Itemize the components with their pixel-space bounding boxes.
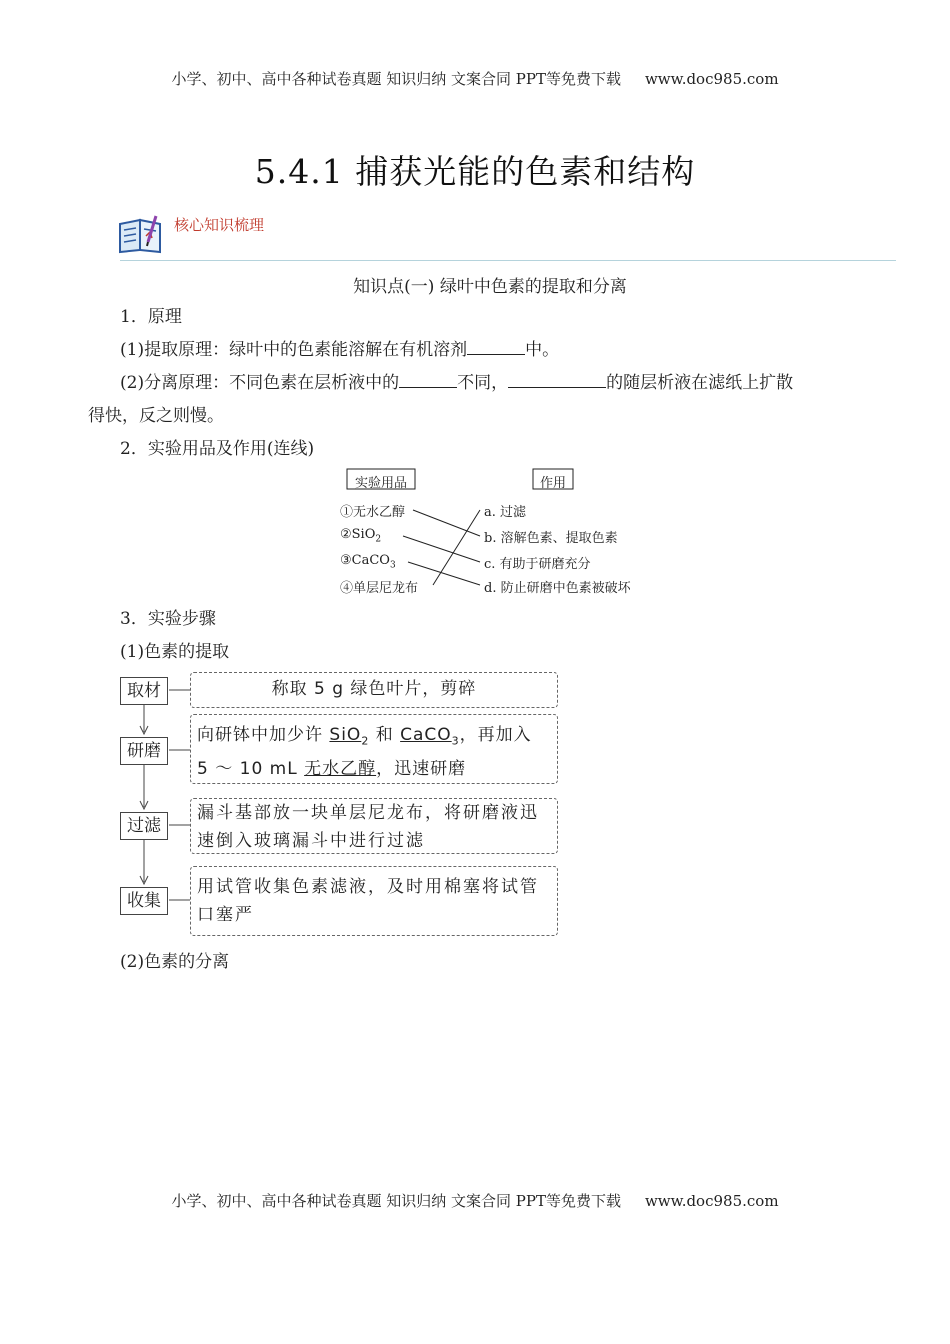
s1-p1-pre: (1)提取原理：绿叶中的色素能溶解在有机溶剂 (120, 340, 468, 360)
extraction-flowchart (116, 670, 562, 940)
s1-p2-pre: (2)分离原理：不同色素在层析液中的 (120, 373, 400, 393)
s1-p2-line2: 得快，反之则慢。 (88, 406, 224, 426)
s3-separation-heading: (2)色素的分离 (120, 952, 230, 972)
step-box: 用试管收集色素滤液，及时用棉塞将试管 口塞严 (190, 866, 558, 936)
right-item[interactable]: c. 有助于研磨充分 (484, 557, 591, 572)
step-label: 研磨 (120, 737, 168, 765)
page-footer (0, 1190, 950, 1211)
answer-blank[interactable] (399, 371, 457, 388)
section-divider (120, 260, 896, 261)
s1-separate-principle (120, 371, 793, 395)
s3-extraction-heading: (1)色素的提取 (120, 642, 230, 662)
step-box: 称取 5 g 绿色叶片，剪碎 (190, 672, 558, 708)
step-label: 收集 (120, 887, 168, 915)
page-header (0, 68, 950, 89)
header-url[interactable]: www.doc985.com (644, 70, 779, 88)
left-item[interactable]: ③CaCO$_3$ (340, 553, 396, 571)
s3-heading: 3．实验步骤 (120, 609, 216, 629)
right-item[interactable]: b. 溶解色素、提取色素 (484, 531, 618, 546)
left-item[interactable]: ①无水乙醇 (340, 505, 406, 520)
right-item[interactable]: d. 防止研磨中色素被破坏 (484, 581, 631, 596)
s1-p2-mid: 不同， (457, 373, 509, 393)
s1-extract-principle (120, 338, 559, 362)
left-item[interactable]: ②SiO$_2$ (340, 527, 382, 545)
footer-text: 小学、初中、高中各种试卷真题 知识归纳 文案合同 PPT等免费下载 (171, 1192, 621, 1210)
step-label: 过滤 (120, 812, 168, 840)
header-text: 小学、初中、高中各种试卷真题 知识归纳 文案合同 PPT等免费下载 (171, 70, 621, 88)
answer-blank[interactable] (467, 338, 525, 355)
s1-p1-post: 中。 (525, 340, 560, 360)
right-item[interactable]: a. 过滤 (484, 505, 527, 520)
matching-right-header: 作用 (539, 476, 566, 491)
step-box: 漏斗基部放一块单层尼龙布，将研磨液迅 速倒入玻璃漏斗中进行过滤 (190, 798, 558, 854)
section-label: 核心知识梳理 (174, 216, 265, 234)
s2-heading: 2．实验用品及作用(连线) (120, 439, 315, 459)
matching-diagram (330, 465, 660, 600)
step-box: 向研钵中加少许 SiO$_2$ 和 CaCO$_3$，再加入 5 ～ 10 mL 无水乙醇，迅速研磨 (190, 714, 558, 784)
answer-blank[interactable] (508, 371, 606, 388)
s1-p2-post: 的随层析液在滤纸上扩散 (606, 373, 794, 393)
knowledge-point-heading: 知识点(一) 绿叶中色素的提取和分离 (353, 277, 627, 297)
left-item[interactable]: ④单层尼龙布 (340, 581, 419, 596)
page-title: 5.4.1 捕获光能的色素和结构 (254, 152, 696, 191)
notebook-pen-icon (116, 212, 168, 256)
matching-left-header: 实验用品 (354, 476, 407, 491)
footer-url[interactable]: www.doc985.com (644, 1192, 779, 1210)
step-label: 取材 (120, 677, 168, 705)
s1-heading: 1．原理 (120, 307, 182, 327)
